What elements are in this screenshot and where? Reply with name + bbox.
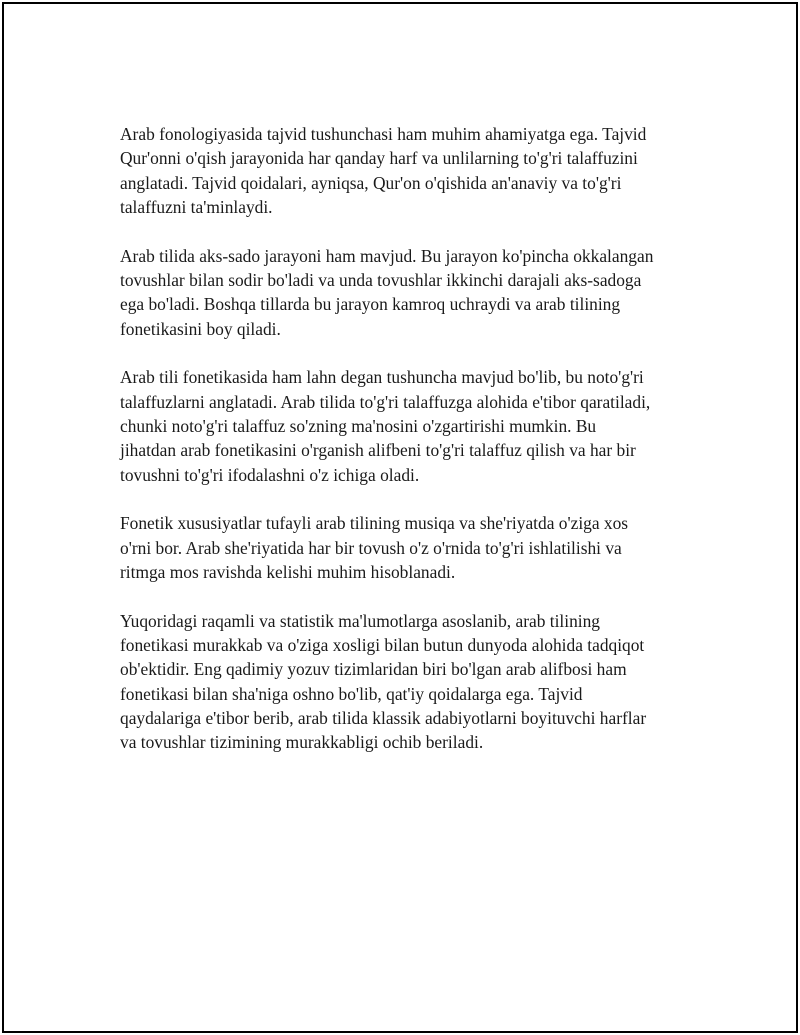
document-body	[120, 122, 700, 779]
text-line: o'rni bor. Arab she'riyatida har bir tovush o'z o'rnida to'g'ri ishlatilishi va	[120, 537, 622, 558]
text-line: tovushni to'g'ri ifodalashni o'z ichiga oladi.	[120, 464, 420, 485]
text-line: Arab fonologiyasida tajvid tushunchasi ham muhim ahamiyatga ega. Tajvid	[120, 124, 647, 144]
text-line: ega bo'ladi. Boshqa tillarda bu jarayon kamroq uchraydi va arab tilining	[120, 294, 621, 315]
paragraph-4	[120, 511, 700, 584]
text-line: ritmga mos ravishda kelishi muhim hisoblanadi.	[120, 561, 456, 582]
text-line: Arab tili fonetikasida ham lahn degan tushuncha mavjud bo'lib, bu noto'g'ri	[120, 367, 644, 388]
paragraph-3	[120, 365, 700, 486]
text-line: fonetikasini boy qiladi.	[120, 318, 281, 339]
text-line: chunki noto'g'ri talaffuz so'zning ma'nosini o'zgartirishi mumkin. Bu	[120, 415, 597, 436]
text-line: ob'ektidir. Eng qadimiy yozuv tizimlaridan biri bo'lgan arab alifbosi ham	[120, 659, 627, 680]
text-line: fonetikasi bilan sha'niga oshno bo'lib, qat'iy qoidalarga ega. Tajvid	[120, 683, 583, 704]
paragraph-1	[120, 122, 700, 219]
page-frame	[2, 2, 798, 1033]
paragraph-2	[120, 244, 700, 341]
text-line: talaffuzni ta'minlaydi.	[120, 196, 273, 217]
text-line: jihatdan arab fonetikasini o'rganish alifbeni to'g'ri talaffuz qilish va har bir	[120, 440, 636, 461]
text-line: talaffuzlarni anglatadi. Arab tilida to'g'ri talaffuzga alohida e'tibor qaratiladi,	[120, 391, 651, 412]
paragraph-5	[120, 609, 700, 755]
text-line: va tovushlar tizimining murakkabligi ochib beriladi.	[120, 732, 484, 753]
text-line: anglatadi. Tajvid qoidalari, ayniqsa, Qur'on o'qishida an'anaviy va to'g'ri	[120, 172, 622, 193]
text-line: fonetikasi murakkab va o'ziga xosligi bilan butun dunyoda alohida tadqiqot	[120, 635, 645, 656]
text-line: qaydalariga e'tibor berib, arab tilida klassik adabiyotlarni boyituvchi harflar	[120, 707, 647, 728]
text-line: Fonetik xususiyatlar tufayli arab tilining musiqa va she'riyatda o'ziga xos	[120, 513, 629, 534]
text-line: Yuqoridagi raqamli va statistik ma'lumotlarga asoslanib, arab tilining	[120, 610, 600, 631]
text-line: tovushlar bilan sodir bo'ladi va unda tovushlar ikkinchi darajali aks-sadoga	[120, 269, 642, 290]
text-line: Qur'onni o'qish jarayonida har qanday harf va unlilarning to'g'ri talaffuzini	[120, 148, 638, 169]
text-line: Arab tilida aks-sado jarayoni ham mavjud. Bu jarayon ko'pincha okkalangan	[120, 245, 654, 266]
